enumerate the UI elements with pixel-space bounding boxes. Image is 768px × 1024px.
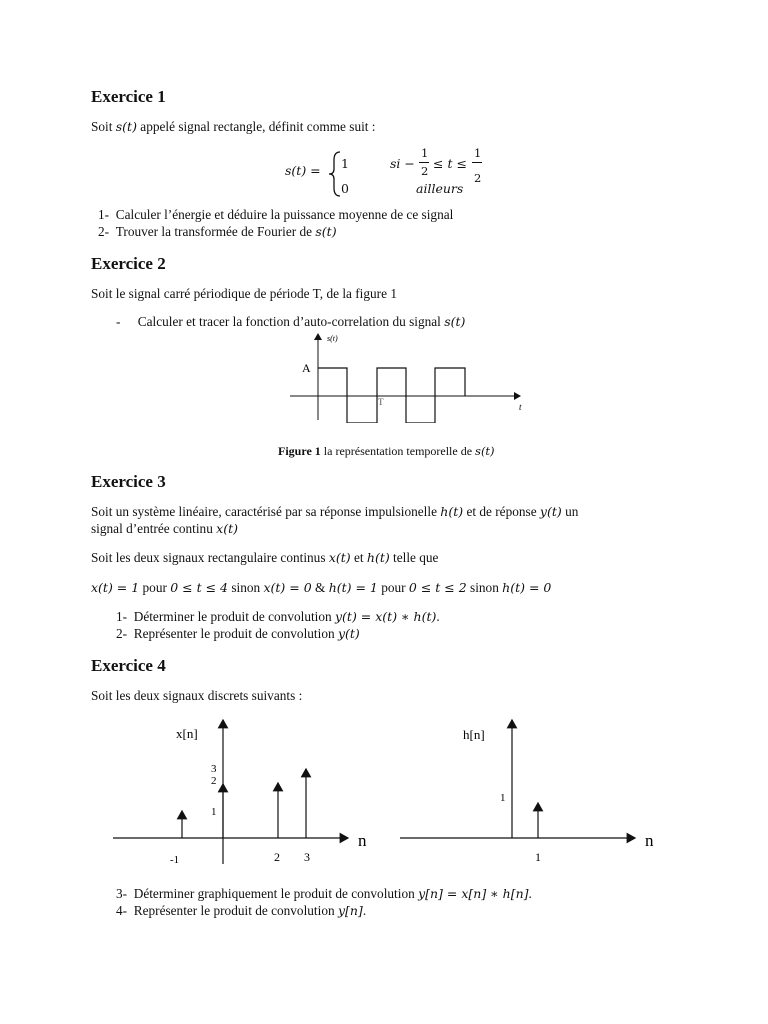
math-cond: 0 ≤ t ≤ 2 [408,580,467,595]
q2-text: Trouver la transformée de Fourier de [115,224,316,239]
text: Soit un système linéaire, caractérisé par sa réponse impulsionelle [91,504,441,519]
math-h-zero: h(t) = 0 [502,580,552,595]
math-s-t: s(t) [475,444,495,458]
q2-text: Représenter le produit de convolution [133,626,338,641]
x-n-stem-plot [108,716,378,866]
exercise-1-intro [91,119,376,135]
q1-number: 1- [98,207,110,222]
h-n-axis-label: n [645,831,654,850]
text: un [561,504,579,519]
frac1-den: 2 [421,164,429,178]
math-y-n: y[n] [337,903,363,918]
x-axis-label: t [519,402,522,412]
exercise-3-definitions [91,580,551,596]
text: sinon [466,580,503,595]
caption-label: Figure 1 [278,444,321,458]
exercise-4-q3 [116,886,532,902]
exercise-3-q1 [116,609,440,625]
equation-brace [328,150,342,198]
caption-text: la représentation temporelle de [320,444,476,458]
math-s-t: s(t) [315,224,337,239]
math-cond: 0 ≤ t ≤ 4 [170,580,229,595]
value-3: 3 [211,763,217,775]
math-h-t: h(t) [440,504,464,519]
exercise-1-q2 [98,224,337,240]
x-n-axis-label: n [358,831,367,850]
math-h-t: h(t) [366,550,390,565]
intro-text: Soit [91,119,116,134]
math-x-t: x(t) [328,550,351,565]
frac1-num: 1 [421,146,429,160]
text: & [311,580,329,595]
math-convolution-discrete: y[n] = x[n] ∗ h[n] [418,886,529,901]
equation-condition-si: si − [390,156,415,171]
q4-text: Représenter le produit de convolution [133,903,338,918]
math-x-zero: x(t) = 0 [263,580,312,595]
h-n-stem-plot [395,716,670,866]
frac1-bar [419,162,429,163]
text: . [436,609,440,624]
math-x-def: x(t) = 1 [91,580,140,595]
exercise-1-title: Exercice 1 [91,87,166,106]
task-text: Calculer et tracer la fonction d’auto-correlation du signal [137,314,445,329]
amplitude-label: A [302,361,311,375]
figure-1-caption [278,444,495,459]
text: signal d’entrée continu [91,521,217,536]
h-n-label: h[n] [463,727,485,742]
h-value-1: 1 [500,792,506,804]
equation-condition-ineq: ≤ t ≤ [433,156,467,171]
period-label: T [378,397,384,407]
intro-text-rest: appelé signal rectangle, définit comme suit : [136,119,376,134]
equation-value-1: 1 [341,156,349,171]
text: sinon [228,580,264,595]
exercise-2-intro: Soit le signal carré périodique de période T, de la figure 1 [91,286,397,301]
text: telle que [389,550,439,565]
exercise-3-q2 [116,626,360,642]
math-x-t: x(t) [216,521,238,536]
exercise-4-q4 [116,903,366,919]
frac2-den: 2 [474,171,482,185]
frac2-bar [472,162,482,163]
text: et [350,550,367,565]
q2-number: 2- [116,626,128,641]
y-axis-label: s(t) [327,334,338,343]
text: Soit les deux signaux rectangulaire continus [91,550,329,565]
math-convolution: y(t) = x(t) ∗ h(t) [334,609,437,624]
q2-number: 2- [98,224,110,239]
text: . [362,903,367,918]
exercise-4-intro: Soit les deux signaux discrets suivants : [91,688,303,703]
equation-lhs: s(t) = [285,163,321,178]
q1-text: Déterminer le produit de convolution [133,609,335,624]
q4-number: 4- [116,903,128,918]
figure-1-square-wave [280,328,530,423]
tick-minus-1: -1 [170,854,180,866]
value-1: 1 [211,806,217,818]
text: et de réponse [463,504,540,519]
text: . [528,886,532,901]
q1-text: Calculer l’énergie et déduire la puissance moyenne de ce signal [115,207,454,222]
exercise-4-title: Exercice 4 [91,656,166,675]
text: pour [139,580,171,595]
tick-2: 2 [274,850,280,864]
equation-ailleurs: ailleurs [416,181,464,196]
exercise-1-q1 [98,207,453,223]
exercise-3-para-1 [91,504,578,520]
math-s-t: s(t) [115,119,137,134]
exercise-3-para-1-line-2 [91,521,238,537]
value-2: 2 [211,775,217,787]
math-y-t: y(t) [337,626,360,641]
q3-text: Déterminer graphiquement le produit de convolution [133,886,419,901]
math-s-t: s(t) [444,314,466,329]
q3-number: 3- [116,886,128,901]
exercise-3-para-2 [91,550,438,566]
exercise-2-title: Exercice 2 [91,254,166,273]
x-n-label: x[n] [176,726,198,741]
math-y-t: y(t) [539,504,562,519]
q1-number: 1- [116,609,128,624]
tick-3: 3 [304,850,310,864]
bullet: - [116,314,121,329]
exercise-3-title: Exercice 3 [91,472,166,491]
equation-value-0: 0 [341,181,349,196]
frac2-num: 1 [474,146,482,160]
h-tick-1: 1 [535,850,541,864]
math-h-def: h(t) = 1 [328,580,378,595]
text: pour [377,580,409,595]
